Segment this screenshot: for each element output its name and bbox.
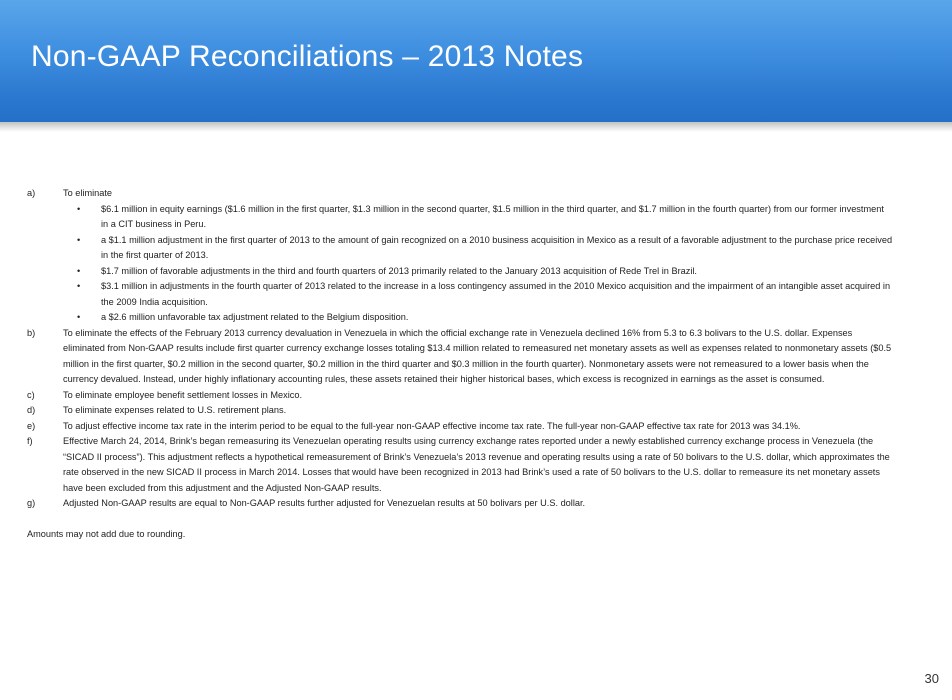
- header-banner: [0, 0, 952, 122]
- slide-title: Non-GAAP Reconciliations – 2013 Notes: [31, 40, 584, 73]
- page-number: 30: [924, 671, 939, 686]
- note-b: [27, 326, 893, 388]
- bullet-item: [77, 279, 893, 310]
- note-text: Adjusted Non-GAAP results are equal to Non-GAAP results further adjusted for Venezuelan results at 50 bolivars per U.S. dollar.: [63, 498, 586, 508]
- note-letter: a): [27, 188, 36, 198]
- note-d: [27, 403, 893, 419]
- note-letter: g): [27, 498, 36, 508]
- note-c: [27, 388, 893, 404]
- bullet-icon: •: [77, 265, 81, 276]
- bullet-text: a $2.6 million unfavorable tax adjustment related to the Belgium disposition.: [101, 312, 409, 322]
- header-shadow: [0, 122, 952, 132]
- bullet-text: a $1.1 million adjustment in the first quarter of 2013 to the amount of gain recognized on a 2010 business acquisition in Mexico as a result of a favorable adjustment to the purchase price received in the first quarter of 2013.: [101, 234, 893, 260]
- note-text: Effective March 24, 2014, Brink’s began remeasuring its Venezuelan operating results using currency exchange rates reported under a newly established currency exchange process in Venezuela (the “SICAD II process”). This adjustment reflects a hypothetical remeasurement of Brink’s Venezuela’s 2013 revenue and operating results using a rate of 50 bolivars to the U.S. dollar, which approximates the rate observed in the new SICAD II process in March 2014. Losses that would have been recognized in 2013 had Brink’s used a rate of 50 bolivars to the U.S. dollar to remeasure its net monetary assets have been excluded from this adjustment and the Adjusted Non-GAAP results.: [63, 436, 890, 493]
- note-text: To eliminate expenses related to U.S. retirement plans.: [63, 405, 287, 415]
- bullet-icon: •: [77, 234, 81, 245]
- note-text: To eliminate employee benefit settlement losses in Mexico.: [63, 389, 302, 400]
- note-text: To eliminate the effects of the February 2013 currency devaluation in Venezuela in which the official exchange rate in Venezuela declined 16% from 5.3 to 6.3 bolivars to the U.S. dollar. Expenses eliminated from Non-GAAP results include first quarter currency exchange losses totaling $13.4 million related to remeasured net monetary assets as well as expenses related to nonmonetary assets ($0.5 million in the first quarter, $0.2 million in the second quarter, $0.2 million in the third quarter and $0.3 million in the fourth quarter). Nonmonetary assets were not remeasured to a lower basis when the currency devalued. Instead, under highly inflationary accounting rules, these assets retained their higher historical bases, which excess is recognized in earnings as the asset is consumed.: [63, 327, 892, 384]
- note-letter: d): [27, 405, 36, 415]
- bullet-text: $6.1 million in equity earnings ($1.6 million in the first quarter, $1.3 million in the second quarter, $1.5 million in the third quarter, and $1.7 million in the fourth quarter) from our former investment in a CIT business in Peru.: [101, 203, 884, 229]
- bullet-icon: •: [77, 203, 81, 214]
- rounding-footnote: Amounts may not add due to rounding.: [27, 529, 186, 539]
- bullet-item: [77, 233, 893, 264]
- note-a: [27, 186, 893, 202]
- bullet-text: $3.1 million in adjustments in the fourth quarter of 2013 related to the increase in a loss contingency assumed in the 2010 Mexico acquisition and the impairment of an intangible asset acquired in the 2009 India acquisition.: [101, 281, 891, 307]
- note-text: To adjust effective income tax rate in the interim period to be equal to the full-year non-GAAP effective income tax rate. The full-year non-GAAP effective tax rate for 2013 was 34.1%.: [63, 420, 801, 431]
- bullet-icon: •: [77, 281, 81, 291]
- notes-section: [27, 186, 893, 543]
- bullet-item: [77, 264, 893, 280]
- note-e: [27, 419, 893, 435]
- bullet-icon: •: [77, 312, 81, 322]
- note-g: [27, 496, 893, 512]
- note-a-bullet-list: [27, 202, 893, 326]
- bullet-item: [77, 310, 893, 326]
- note-letter: b): [27, 327, 36, 338]
- note-letter: e): [27, 420, 36, 431]
- bullet-item: [77, 202, 893, 233]
- bullet-text: $1.7 million of favorable adjustments in the third and fourth quarters of 2013 primarily related to the January 2013 acquisition of Rede Trel in Brazil.: [101, 265, 697, 276]
- note-letter: f): [27, 436, 33, 446]
- note-letter: c): [27, 389, 35, 400]
- note-f: [27, 434, 893, 496]
- note-text: To eliminate: [63, 188, 113, 198]
